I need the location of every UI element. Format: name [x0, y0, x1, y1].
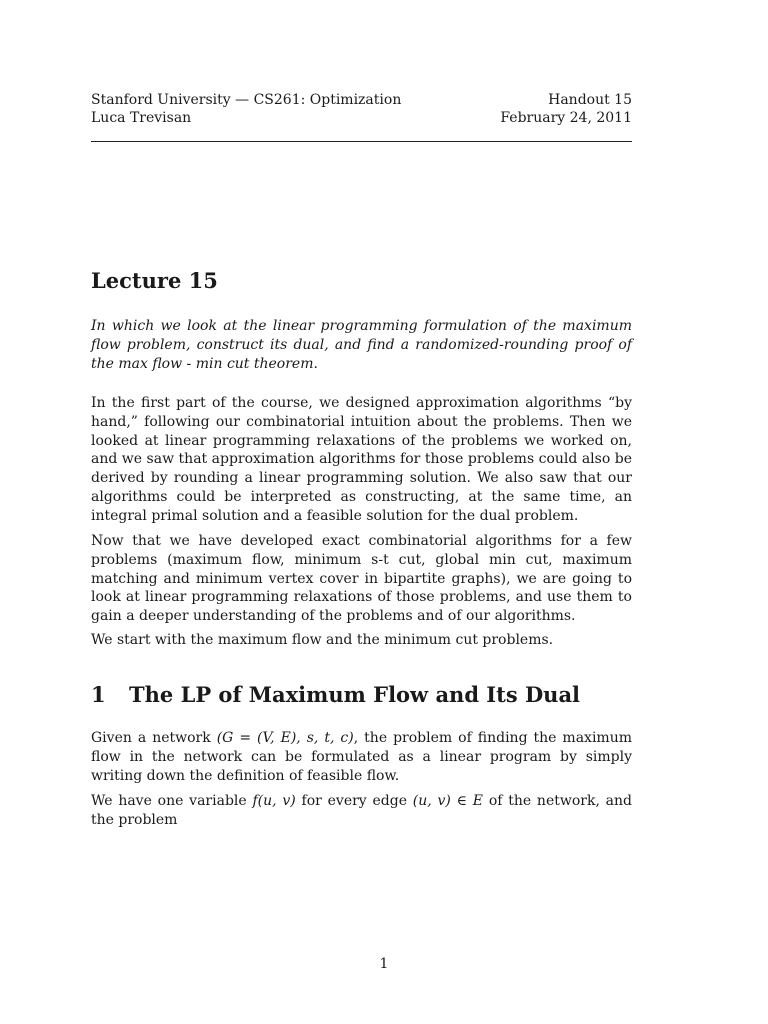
lecture-abstract: In which we look at the linear programming formulation of the maximum flow problem, construct its dual, and find a randomized-rounding proof of the max flow - min cut theorem.	[91, 318, 632, 372]
section-title: The LP of Maximum Flow and Its Dual	[129, 682, 581, 707]
body-paragraph-1: In the first part of the course, we designed approximation algorithms “by hand,” following our combinatorial intuition about the problems. Then we looked at linear programming relaxations of the problems we worked on, and we saw that approximation algorithms for those problems could also be derived by rounding a linear programming solution. We also saw that our algorithms could be interpreted as constructing, at the same time, an integral primal solution and a feasible solution for the dual problem.	[91, 395, 632, 524]
section-heading	[91, 682, 580, 707]
author-name: Luca Trevisan	[91, 110, 192, 126]
section-paragraph-1	[91, 729, 632, 785]
text-run: , the problem of finding the maximum flow in the network can be formulated as a linear program by simply writing down the definition of feasible flow.	[91, 730, 632, 784]
text-run: We have one variable	[91, 793, 253, 809]
text-run: for every edge	[295, 793, 413, 809]
body-paragraph-3: We start with the maximum flow and the minimum cut problems.	[91, 632, 554, 648]
course-name: Stanford University — CS261: Optimization	[91, 92, 402, 108]
text-run: Given a network	[91, 730, 217, 746]
header-rule	[91, 141, 632, 142]
math-network-tuple: (G = (V, E), s, t, c)	[216, 730, 354, 746]
section-paragraph-2	[91, 792, 632, 830]
page-number: 1	[379, 956, 389, 972]
math-edge-membership: (u, v) ∈ E	[412, 793, 484, 809]
handout-date: February 24, 2011	[500, 110, 632, 126]
math-flow-variable: f(u, v)	[252, 793, 296, 809]
text-run: of the network, and the problem	[91, 793, 633, 828]
body-paragraph-2: Now that we have developed exact combinatorial algorithms for a few problems (maximum flow, minimum s-t cut, global min cut, maximum matching and minimum vertex cover in bipartite graphs), we are going to look at linear programming relaxations of those problems, and use them to gain a deeper understanding of the problems and of our algorithms.	[91, 533, 632, 625]
handout-number: Handout 15	[548, 92, 632, 108]
lecture-title: Lecture 15	[91, 268, 218, 293]
section-number: 1	[91, 682, 106, 707]
